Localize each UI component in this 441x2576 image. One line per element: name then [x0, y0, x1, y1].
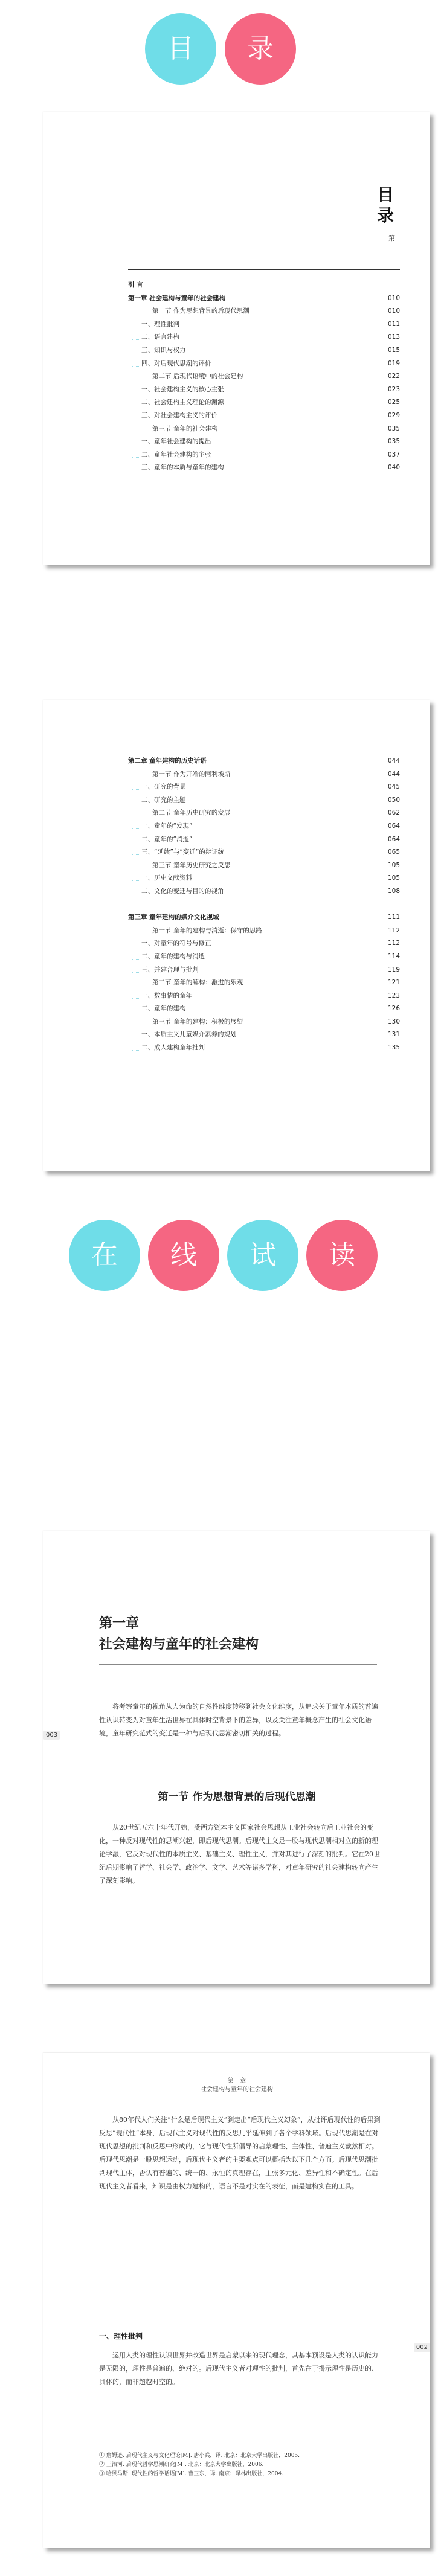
toc-entry-title: 引 言	[128, 281, 143, 289]
toc-entry-page: 010	[387, 294, 400, 302]
toc-entry-title: 一、对童年的符号与修正	[141, 940, 211, 947]
chapter-label: 第一章	[99, 1615, 140, 1631]
toc-connector	[132, 464, 140, 470]
toc-connector	[132, 1005, 140, 1011]
toc-connector	[132, 888, 140, 894]
footnote: ② 王治河. 后现代哲学思潮研究[M]. 北京：北京大学出版社，2006.	[99, 2462, 264, 2468]
page-number-tab: 003	[43, 1731, 60, 1740]
toc-heading-small: 第	[388, 234, 395, 242]
banner-circle-du	[306, 1220, 378, 1291]
chapter-page	[43, 1531, 430, 1984]
toc-entry-title: 第二节 童年历史研究的发展	[152, 809, 231, 817]
toc-connector	[132, 796, 140, 803]
body-text-2	[99, 2349, 383, 2389]
paragraph: 从80年代人们关注“什么是后现代主义”到走出“后现代主义幻象”，从批评后现代性的后果到反思“现代性”本身，后现代主义对现代性的反思几乎延伸到了各个学科领域。后现代思潮是在对现代思想的批判和反思中形成的，它与现代性所倡导的启蒙理性、主体性、普遍主义截然相对。后现代思潮是一股思想运动，后现代主义者的主要观点可以概括为以下几个方面。后现代思潮批判现代主体，否认有普遍的、统一的、永恒的真理存在，主张多元化、差异性和不确定性。在后现代主义者看来，知识是由权力建构的，语言不是对实在的表征，而是建构实在的工具。	[99, 2116, 381, 2190]
toc-entry-page: 126	[387, 1005, 400, 1013]
toc-connector	[132, 953, 140, 960]
toc-connector	[132, 836, 140, 842]
footnote: ③ 哈贝马斯. 现代性的哲学话语[M]. 曹卫东，译. 南京：译林出版社，2004.	[99, 2471, 284, 2477]
toc-connector	[132, 360, 140, 367]
chapter-rule	[99, 1664, 377, 1665]
banner-char: 线	[170, 1240, 197, 1270]
toc-row	[128, 396, 400, 409]
toc-entry-title: 第三章 童年建构的媒介文化视域	[128, 914, 219, 921]
toc-entry-title: 一、数事情的童年	[141, 992, 192, 999]
toc-entry-title: 第一节 作为思想背景的后现代思潮	[152, 307, 249, 315]
toc-row	[128, 924, 400, 938]
toc-entry-page: 135	[387, 1044, 400, 1052]
toc-entry-title: 四、对后现代思潮的评价	[141, 359, 211, 367]
toc-entry-page: 050	[387, 796, 400, 804]
toc-row	[128, 794, 400, 807]
toc-entry-page: 123	[387, 992, 400, 999]
toc-row	[128, 964, 400, 977]
toc-entry-title: 一、童年社会建构的提出	[141, 438, 211, 446]
toc-connector	[132, 321, 140, 327]
toc-connector	[132, 1031, 140, 1037]
toc-connector	[132, 783, 140, 790]
toc-divider	[128, 269, 400, 270]
toc-row	[128, 383, 400, 397]
toc-connector	[132, 822, 140, 829]
toc-row	[128, 976, 400, 990]
toc-list	[128, 755, 400, 1055]
toc-entry-title: 二、童年的建构与消逝	[141, 952, 205, 960]
banner-circle-mu	[145, 13, 216, 85]
toc-entry-page: 025	[387, 399, 400, 406]
toc-entry-title: 一、本质主义儿童媒介素养的规划	[141, 1031, 237, 1039]
toc-row	[128, 807, 400, 820]
toc-entry-title: 三、童年的本质与童年的建构	[141, 464, 224, 472]
running-head: 第一章 社会建构与童年的社会建构	[201, 2078, 273, 2093]
toc-entry-title: 一、历史文献资料	[141, 874, 192, 882]
toc-row	[128, 279, 400, 292]
toc-row	[128, 859, 400, 873]
toc-row	[128, 344, 400, 357]
toc-entry-title: 二、童年的“消逝”	[141, 835, 193, 843]
toc-entry-title: 三、知识与权力	[141, 346, 186, 354]
toc-row	[128, 885, 400, 899]
toc-entry-title: 第三节 童年历史研究之反思	[152, 861, 231, 869]
toc-row	[128, 461, 400, 475]
toc-entry-title: 二、研究的主题	[141, 796, 186, 804]
banner-circle-xian	[148, 1220, 219, 1291]
banner-circle-zai	[69, 1220, 140, 1291]
toc-entry-page: 114	[387, 952, 400, 960]
paragraph: 运用人类的理性认识世界并改造世界是启蒙以来的现代理念，其基本预设是人类的认识能力是无限的，理性是普遍的、绝对的。后现代主义者对理性的批判，首先在于揭示理性是历史的、具体的，而非超越时空的。	[99, 2351, 378, 2386]
body-text	[99, 2113, 383, 2193]
toc-row	[128, 370, 400, 383]
toc-entry-page: 029	[387, 411, 400, 419]
toc-row	[128, 911, 400, 924]
toc-page-1	[43, 112, 430, 565]
toc-entry-title: 第二节 童年的解构：激进的乐观	[152, 979, 243, 987]
banner-circle-shi	[227, 1220, 298, 1291]
toc-entry-page: 044	[387, 770, 400, 778]
toc-entry-title: 二、社会建构主义理论的渊源	[141, 399, 224, 406]
toc-entry-title: 一、社会建构主义的核心主张	[141, 385, 224, 393]
toc-entry-title: 一、研究的背景	[141, 783, 186, 791]
toc-entry-title: 一、理性批判	[141, 320, 179, 328]
toc-connector	[132, 966, 140, 973]
paragraph: 从20世纪五六十年代开始，受西方资本主义国家社会思想从工业社会转向后工业社会的变化，一种反对现代性的思潮兴起，即后现代思潮。后现代主义是一股与现代思潮相对立的新的理论学派，它反对现代性的本质主义、基础主义、理性主义，并对其进行了深刻的批判。它在20世纪后期影响了哲学、社会学、政治学、文学、艺术等诸多学科，对童年研究的社会建构转向产生了深刻影响。	[99, 1824, 380, 1885]
toc-entry-page: 121	[387, 979, 400, 987]
toc-connector	[132, 412, 140, 418]
toc-entry-title: 第一章 社会建构与童年的社会建构	[128, 294, 226, 302]
toc-entry-title: 二、童年的建构	[141, 1005, 186, 1013]
section-body	[99, 1821, 383, 1888]
banner-circle-lu	[225, 13, 296, 85]
toc-row	[128, 781, 400, 794]
toc-entry-page: 105	[387, 861, 400, 869]
toc-connector	[132, 848, 140, 855]
toc-row	[128, 449, 400, 462]
toc-row	[128, 937, 400, 950]
toc-entry-page: 037	[387, 450, 400, 458]
toc-row	[128, 872, 400, 885]
toc-entry-page: 035	[387, 438, 400, 446]
toc-entry-page: 108	[387, 887, 400, 895]
toc-entry-page: 045	[387, 783, 400, 791]
toc-connector	[132, 874, 140, 881]
toc-connector	[132, 992, 140, 999]
banner-char: 试	[249, 1240, 276, 1270]
toc-connector	[132, 940, 140, 946]
toc-row	[128, 990, 400, 1003]
banner-char: 目	[167, 33, 194, 64]
toc-row	[128, 292, 400, 306]
toc-entry-page: 105	[387, 874, 400, 882]
toc-entry-page: 112	[387, 926, 400, 934]
chapter-title: 社会建构与童年的社会建构	[99, 1636, 259, 1652]
toc-row	[128, 435, 400, 449]
toc-list	[128, 279, 400, 475]
toc-entry-page: 111	[387, 914, 400, 921]
toc-entry-title: 第二节 后现代语境中的社会建构	[152, 373, 243, 380]
toc-row	[128, 1028, 400, 1042]
toc-entry-title: 三、并建合理与批判	[141, 966, 199, 973]
footnote: ① 詹姆逊. 后现代主义与文化理论[M]. 唐小兵，译. 北京：北京大学出版社，2005.	[99, 2453, 300, 2459]
toc-connector	[132, 386, 140, 392]
toc-connector	[132, 1044, 140, 1051]
toc-entry-page: 022	[387, 373, 400, 380]
toc-entry-title: 二、童年社会建构的主张	[141, 450, 211, 458]
toc-entry-page: 119	[387, 966, 400, 973]
toc-entry-title: 一、童年的“发现”	[141, 822, 193, 830]
toc-entry-page: 044	[387, 757, 400, 764]
toc-entry-page: 010	[387, 307, 400, 315]
toc-entry-page: 019	[387, 359, 400, 367]
toc-connector	[132, 399, 140, 405]
toc-row	[128, 1002, 400, 1016]
toc-row	[128, 950, 400, 964]
toc-row	[128, 318, 400, 332]
toc-entry-page: 130	[387, 1017, 400, 1025]
toc-connector	[132, 347, 140, 353]
toc-entry-page: 023	[387, 385, 400, 393]
toc-entry-page: 131	[387, 1031, 400, 1039]
toc-entry-title: 第三节 童年的建构：积极的展望	[152, 1017, 243, 1025]
toc-entry-title: 二、语言建构	[141, 333, 179, 341]
toc-entry-page: 064	[387, 822, 400, 830]
toc-connector	[132, 438, 140, 444]
section-title: 第一节 作为思想背景的后现代思潮	[158, 1791, 316, 1803]
footnotes	[99, 2452, 383, 2479]
toc-row	[128, 768, 400, 781]
toc-entry-title: 第二章 童年建构的历史话语	[128, 757, 207, 764]
toc-row	[128, 357, 400, 371]
toc-entry-title: 二、文化的变迁与目的的视角	[141, 887, 224, 895]
toc-entry-page: 013	[387, 333, 400, 341]
toc-entry-page: 015	[387, 346, 400, 354]
toc-entry-page: 011	[387, 320, 400, 328]
banner-char: 读	[329, 1240, 355, 1270]
page-number-tab: 002	[414, 2343, 430, 2352]
toc-entry-page: 064	[387, 835, 400, 843]
toc-row	[128, 1016, 400, 1029]
toc-connector	[132, 333, 140, 340]
toc-row	[128, 833, 400, 847]
toc-entry-title: 第三节 童年的社会建构	[152, 425, 218, 432]
toc-entry-page: 040	[387, 464, 400, 472]
toc-entry-page: 062	[387, 809, 400, 817]
toc-row	[128, 1042, 400, 1055]
toc-heading: 目 录	[376, 185, 395, 225]
toc-entry-title: 第一节 童年的建构与消逝：保守的思路	[152, 926, 262, 934]
toc-row	[128, 899, 400, 912]
toc-row	[128, 409, 400, 423]
toc-entry-page: 035	[387, 425, 400, 432]
toc-row	[128, 820, 400, 833]
toc-entry-page: 065	[387, 848, 400, 856]
toc-entry-title: 二、成人建构童年批判	[141, 1044, 205, 1052]
banner-char: 在	[91, 1240, 118, 1270]
toc-row	[128, 423, 400, 436]
subsection-title: 一、理性批判	[99, 2332, 143, 2341]
toc-row	[128, 755, 400, 768]
toc-row	[128, 846, 400, 859]
toc-entry-title: 三、对社会建构主义的评价	[141, 411, 217, 419]
toc-connector	[132, 451, 140, 458]
body-page	[43, 2053, 430, 2548]
toc-page-2	[43, 700, 430, 1171]
toc-entry-page: 112	[387, 940, 400, 947]
toc-row	[128, 331, 400, 344]
toc-entry-title: 第一节 作为开端的阿利埃斯	[152, 770, 231, 778]
toc-row	[128, 305, 400, 318]
chapter-intro: 将考察童年的视角从人为命的自然性维度转移到社会文化维度，从追求关于童年本质的普遍性认识转变为对童年生活世界在具体时空背景下的差异，以及关注童年概念产生的社会文化语境，童年研究范式的变迁是一种与后现代思潮密切相关的过程。	[99, 1703, 378, 1737]
banner-char: 录	[247, 33, 274, 64]
toc-entry-title: 三、“延续”与“变迁”的辩证统一	[141, 848, 231, 856]
